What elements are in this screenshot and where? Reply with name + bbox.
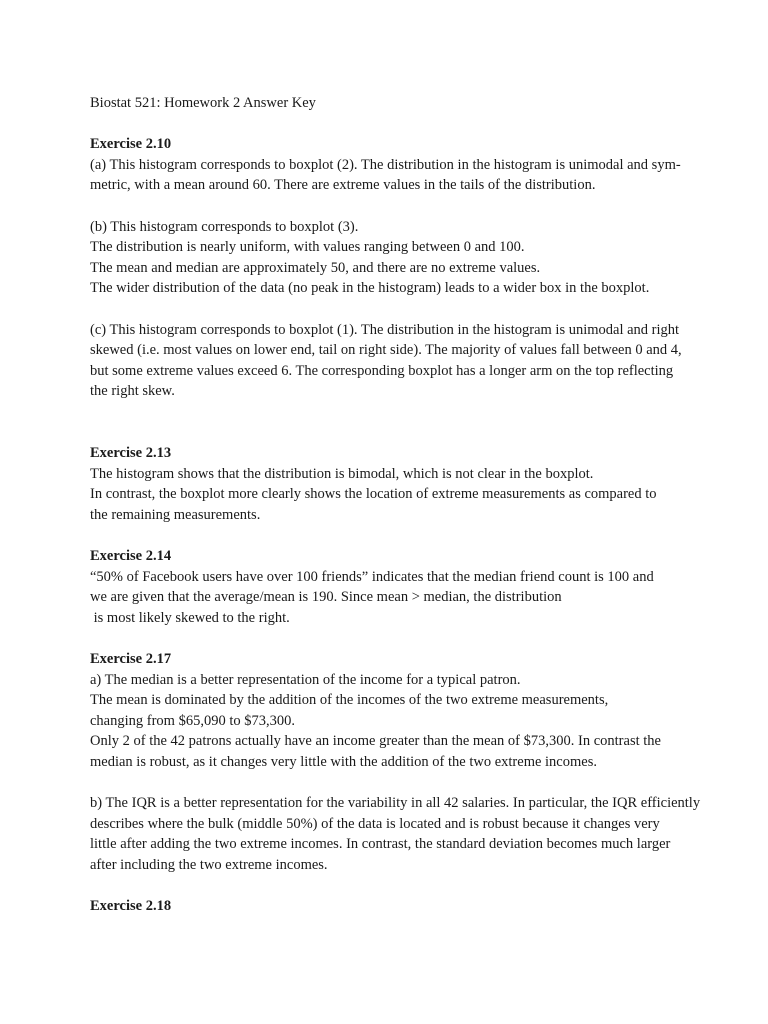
paragraph-line: The distribution is nearly uniform, with values ranging between 0 and 100. [90,239,525,256]
paragraph-line: we are given that the average/mean is 190. Since mean > median, the distribution [90,589,562,606]
spacer [90,628,740,649]
paragraph-line: but some extreme values exceed 6. The corresponding boxplot has a longer arm on the top reflecting [90,362,674,379]
exercise-heading-2-17: Exercise 2.17 [90,651,172,668]
document-title: Biostat 521: Homework 2 Answer Key [90,95,316,111]
paragraph-line: (a) This histogram corresponds to boxplot (2). The distribution in the histogram is unimodal and sym- [90,156,681,173]
paragraph-line: changing from $65,090 to $73,300. [90,712,295,729]
exercise-heading-2-14: Exercise 2.14 [90,548,172,565]
paragraph-line: is most likely skewed to the right. [90,609,290,626]
exercise-heading-2-13: Exercise 2.13 [90,445,172,462]
paragraph-line: describes where the bulk (middle 50%) of the data is located and is robust because it changes very [90,815,660,832]
spacer [90,773,740,794]
spacer [90,525,740,546]
paragraph-line: The wider distribution of the data (no peak in the histogram) leads to a wider box in the boxplot. [90,280,650,297]
paragraph-line: metric, with a mean around 60. There are extreme values in the tails of the distribution. [90,177,596,194]
spacer [90,196,740,217]
paragraph-line: The mean is dominated by the addition of the incomes of the two extreme measurements, [90,692,609,709]
exercise-heading-2-18: Exercise 2.18 [90,898,172,915]
spacer [90,402,740,443]
spacer [90,114,740,135]
paragraph-line: (b) This histogram corresponds to boxplot (3). [90,218,359,235]
paragraph-line: The mean and median are approximately 50, and there are no extreme values. [90,259,541,276]
document-page [90,93,740,917]
paragraph-line: little after adding the two extreme incomes. In contrast, the standard deviation becomes much larger [90,836,671,853]
exercise-heading-2-10: Exercise 2.10 [90,136,172,153]
paragraph-line: The histogram shows that the distribution is bimodal, which is not clear in the boxplot. [90,465,594,482]
paragraph-line: (c) This histogram corresponds to boxplot (1). The distribution in the histogram is unimodal and right [90,321,680,338]
spacer [90,876,740,897]
paragraph-line: Only 2 of the 42 patrons actually have an income greater than the mean of $73,300. In contrast the [90,733,661,750]
paragraph-line: the remaining measurements. [90,506,261,523]
paragraph-line: a) The median is a better representation of the income for a typical patron. [90,671,521,688]
paragraph-line: after including the two extreme incomes. [90,856,328,873]
paragraph-line: the right skew. [90,383,175,400]
spacer [90,299,740,320]
paragraph-line: median is robust, as it changes very little with the addition of the two extreme incomes. [90,754,597,770]
paragraph-line: In contrast, the boxplot more clearly shows the location of extreme measurements as compared to [90,486,657,503]
paragraph-line: “50% of Facebook users have over 100 friends” indicates that the median friend count is 100 and [90,568,654,585]
paragraph-line: skewed (i.e. most values on lower end, tail on right side). The majority of values fall between 0 and 4, [90,342,682,359]
paragraph-line: b) The IQR is a better representation for the variability in all 42 salaries. In particular, the IQR efficiently [90,795,701,812]
